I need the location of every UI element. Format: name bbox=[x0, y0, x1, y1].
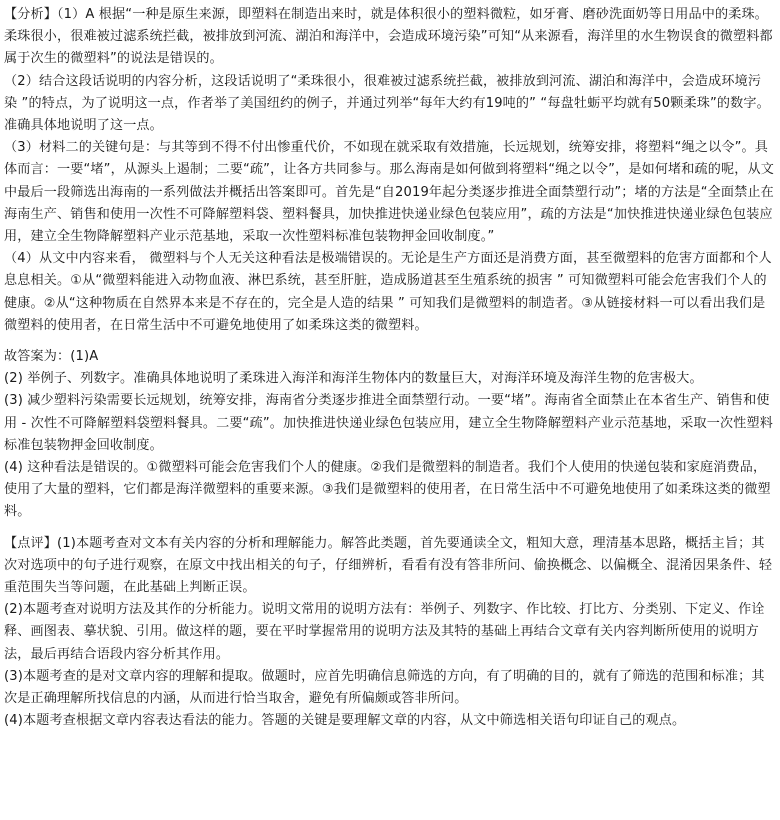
analysis-item-4: （4）从文中内容来看， 微塑料与个人无关这种看法是极端错误的。无论是生产方面还是消费方面，甚至微塑料的危害方面都和个人息息相关。①从“微塑料能进入动物血液、淋巴系统，甚至肝脏，造成肠道甚至生殖系统的损害 ” 可知微塑料可能会危害我们个人的健康。②从“这种物质在自然界本来是不存在的，完全是人造的结果 ” 可知我们是微塑料的制造者。③从链接材料一可以看出我们是微塑料的使用者，在日常生活中不可避免地使用了如柔珠这类的微塑料。 bbox=[4, 251, 772, 333]
analysis-item-3: （3）材料二的关键句是：与其等到不得不付出惨重代价，不如现在就采取有效措施，长远规划，统筹安排，将塑料“绳之以令”。具体而言：一要“堵”，从源头上遏制；二要“疏”，让各方共同参与。那么海南是如何做到将塑料“绳之以令”，是如何堵和疏的呢，从文中最后一段筛选出海南的一系列做法并概括出答案即可。首先是“自2019年起分类逐步推进全面禁塑行动”；堵的方法是“全面禁止在海南生产、销售和使用一次性不可降解塑料袋、塑料餐具，加快推进快递业绿色包装应用”，疏的方法是“加快推进快递业绿色包装应用，建立全生物降解塑料产业示范基地，采取一次性塑料标准包装物押金回收制度。” bbox=[4, 140, 775, 245]
answer-item-2: (2) 举例子、列数字。准确具体地说明了柔珠进入海洋和海洋生物体内的数量巨大，对海洋环境及海洋生物的危害极大。 bbox=[4, 371, 703, 387]
analysis-item-2: （2）结合这段话说明的内容分析，这段话说明了“柔珠很小，很难被过滤系统拦截，被排放到河流、湖泊和海洋中，会造成环境污染 ”的特点，为了说明这一点，作者举了美国纽约的例子，并通过列举“每年大约有19吨的” “每盘牡蛎平均就有50颗柔珠”的数字。准确具体地说明了这一点。 bbox=[4, 73, 770, 134]
answer-section bbox=[4, 346, 774, 524]
comment-section bbox=[4, 533, 774, 733]
comment-item-1: 【点评】(1)本题考查对文本有关内容的分析和理解能力。解答此类题，首先要通读全文，粗知大意，理清基本思路，概括主旨；其次对选项中的句子进行观察，在原文中找出相关的句子，仔细辨析，看看有没有答非所问、偷换概念、以偏概全、混淆因果条件、轻重范围失当等问题，在此基础上判断正误。 bbox=[4, 535, 773, 596]
comment-item-2: (2)本题考查对说明方法及其作的分析能力。说明文常用的说明方法有：举例子、列数字、作比较、打比方、分类别、下定义、作诠释、画图表、摹状貌、引用。做这样的题，要在平时掌握常用的说明方法及其特的基础上再结合文章有关内容判断所使用的说明方法，最后再结合语段内容分析其作用。 bbox=[4, 602, 765, 662]
comment-item-4: (4)本题考查根据文章内容表达看法的能力。答题的关键是要理解文章的内容，从文中筛选相关语句印证自己的观点。 bbox=[4, 713, 686, 729]
analysis-section bbox=[4, 4, 774, 337]
answer-item-4: (4) 这种看法是错误的。①微塑料可能会危害我们个人的健康。②我们是微塑料的制造者。我们个人使用的快递包装和家庭消费品，使用了大量的塑料，它们都是海洋微塑料的重要来源。③我们是微塑料的使用者，在日常生活中不可避免地使用了如柔珠这类的微塑料。 bbox=[4, 460, 771, 520]
answer-item-1: 故答案为：(1)A bbox=[4, 349, 99, 365]
analysis-item-1: 【分析】（1）A 根据“一种是原生来源，即塑料在制造出来时，就是体积很小的塑料微粒，如牙膏、磨砂洗面奶等日用品中的柔珠。柔珠很小，很难被过滤系统拦截，被排放到河流、湖泊和海洋中，会造成环境污染”可知“从来源看，海洋里的水生物误食的微塑料都属于次生的微塑料”的说法是错误的。 bbox=[4, 7, 773, 67]
comment-item-3: (3)本题考查的是对文章内容的理解和提取。做题时，应首先明确信息筛选的方向，有了明确的目的，就有了筛选的范围和标准；其次是正确理解所找信息的内涵，从而进行恰当取舍，避免有所偏颇或答非所问。 bbox=[4, 668, 765, 707]
section-gap bbox=[4, 337, 774, 346]
answer-item-3: (3) 减少塑料污染需要长远规划，统筹安排，海南省分类逐步推进全面禁塑行动。一要“堵”。海南省全面禁止在本省生产、销售和使用 - 次性不可降解塑料袋塑料餐具。二要“疏”。加快推进快递业绿色包装应用，建立全生物降解塑料产业示范基地，采取一次性塑料标准包装物押金回收制度。 bbox=[4, 393, 774, 453]
section-gap bbox=[4, 524, 774, 533]
